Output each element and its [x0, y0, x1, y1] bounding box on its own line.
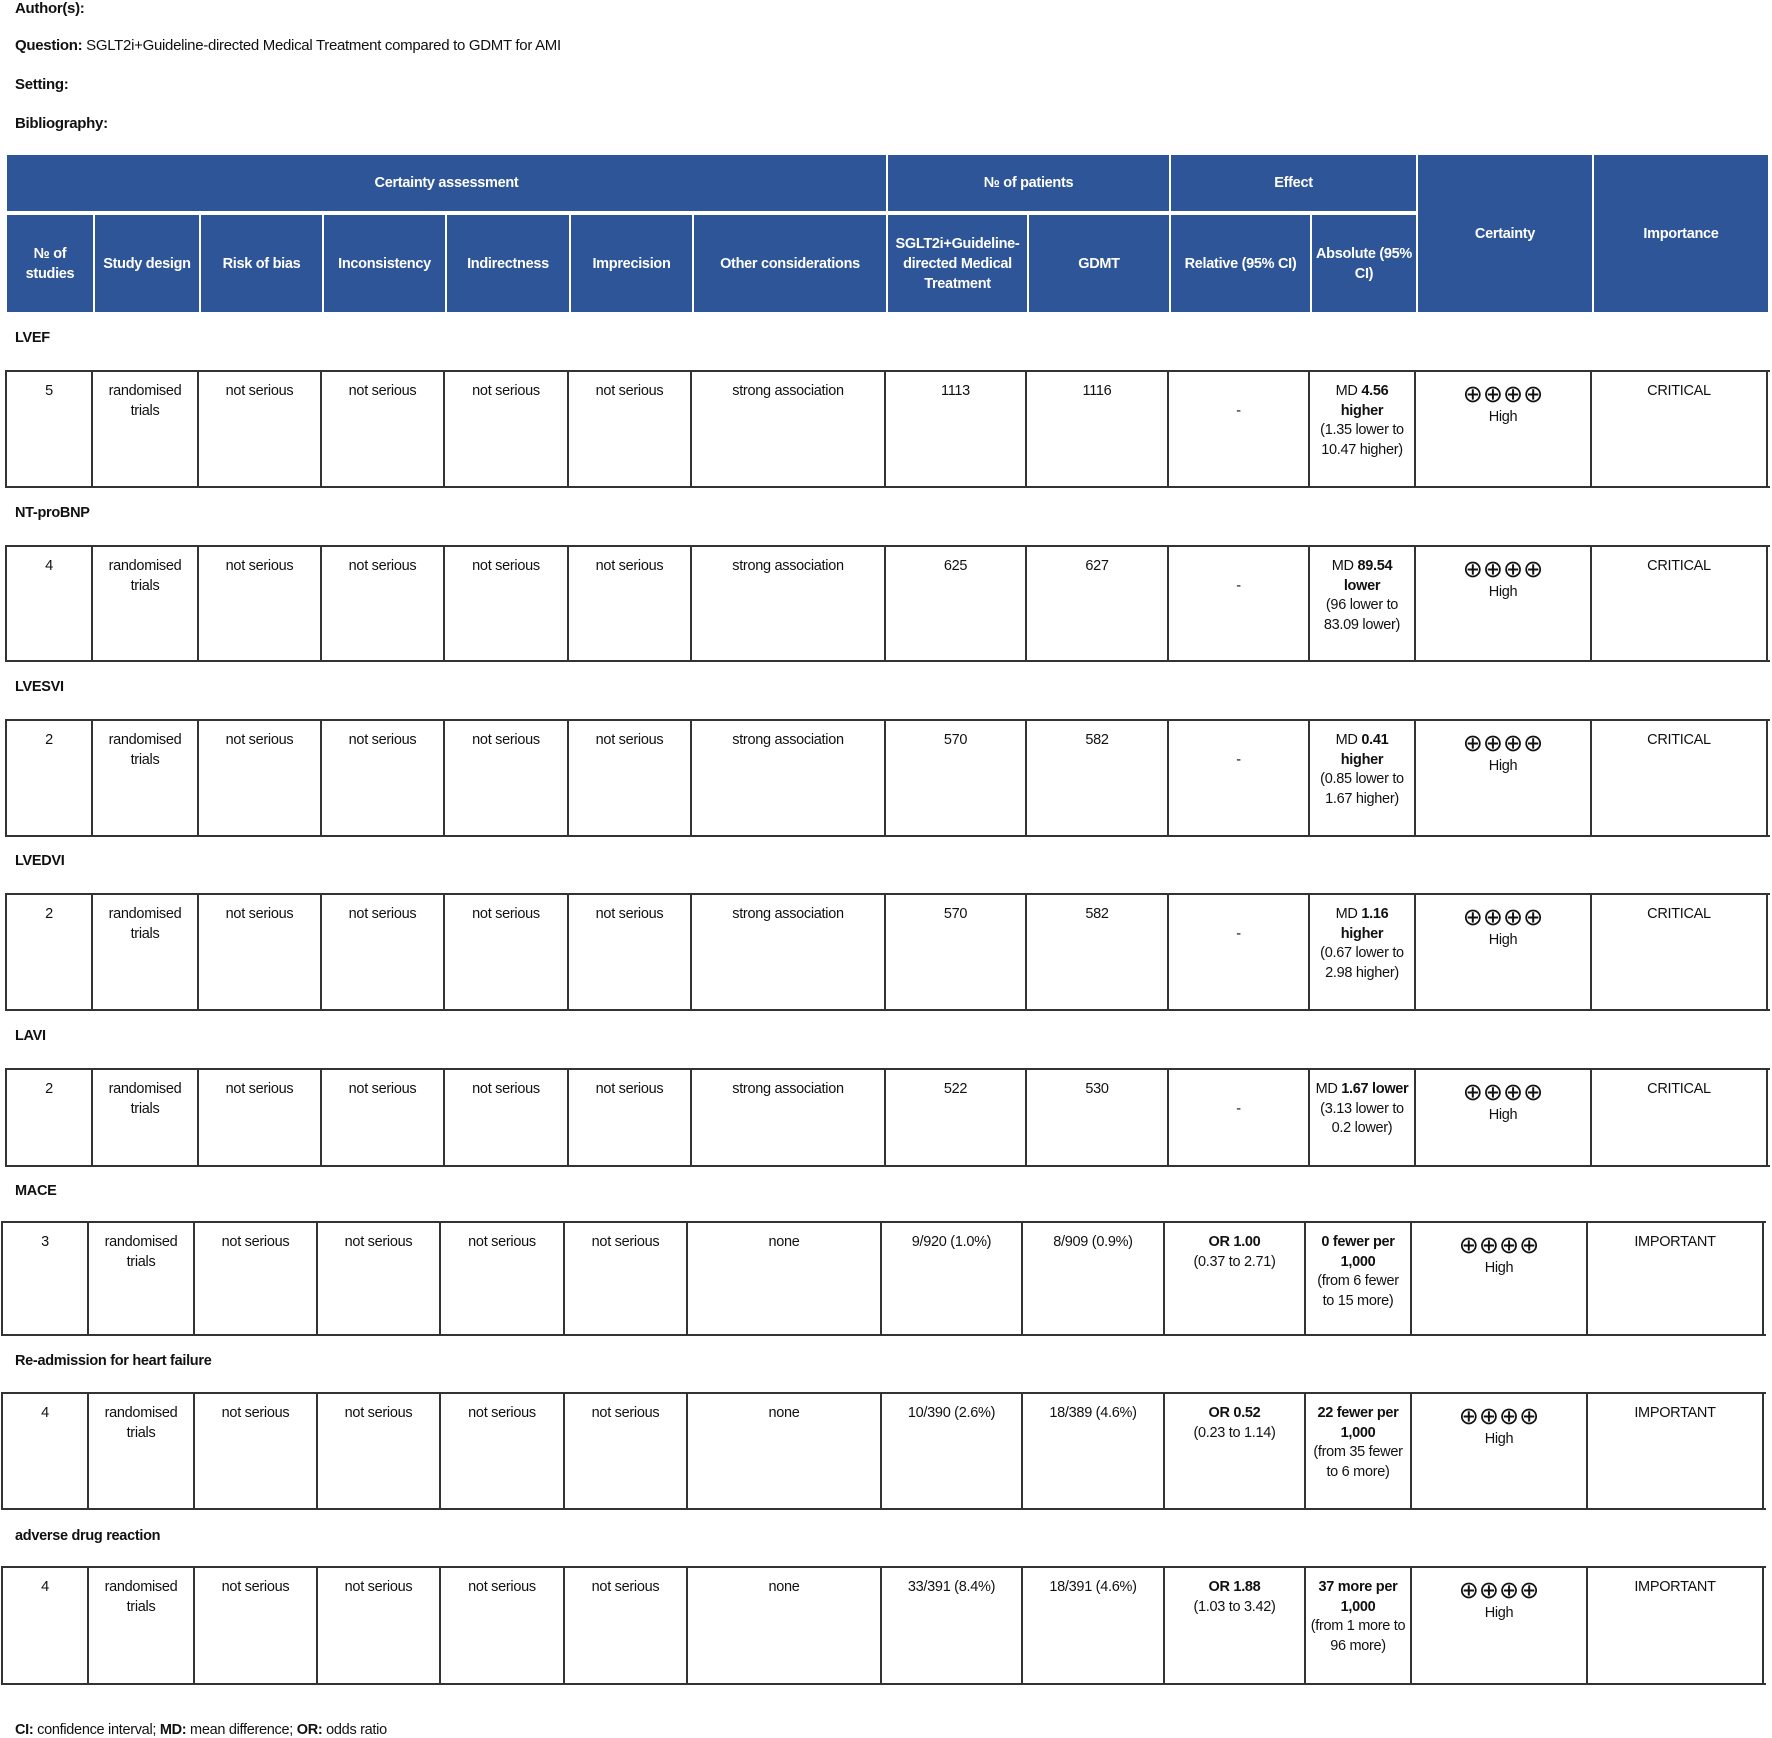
cell-inconsistency: not serious: [318, 1223, 441, 1334]
table-row: [1, 1221, 1766, 1336]
certainty-level: High: [1484, 1260, 1514, 1276]
cell-absolute: [1306, 1568, 1412, 1683]
certainty-level: High: [1484, 1431, 1514, 1447]
cell-intervention: 570: [886, 721, 1027, 835]
cell-absolute: [1310, 547, 1416, 660]
cell-studies: 4: [3, 1568, 89, 1683]
cell-certainty: [1412, 1568, 1588, 1683]
absolute-prefix: MD: [1335, 906, 1362, 922]
cell-inconsistency: not serious: [322, 721, 445, 835]
cell-absolute: [1310, 895, 1416, 1009]
absolute-estimate: 4.56 higher: [1340, 383, 1389, 419]
cell-intervention: 10/390 (2.6%): [882, 1394, 1023, 1508]
header-column-0: № of studies: [7, 215, 93, 312]
absolute-estimate: 22 fewer per 1,000: [1317, 1405, 1399, 1441]
cell-relative: [1169, 372, 1310, 486]
cell-certainty: [1416, 547, 1592, 660]
certainty-circle-plus-icon: ⊕⊕⊕⊕: [1462, 730, 1544, 757]
cell-indirectness: not serious: [445, 547, 569, 660]
header-column-6: Other considerations: [694, 215, 886, 312]
absolute-ci: (96 lower to 83.09 lower): [1323, 597, 1401, 633]
cell-importance: CRITICAL: [1592, 721, 1768, 835]
cell-inconsistency: not serious: [318, 1394, 441, 1508]
cell-design: randomised trials: [93, 721, 199, 835]
header-column-3: Inconsistency: [324, 215, 445, 312]
certainty-level: High: [1484, 1605, 1514, 1621]
cell-certainty: [1416, 372, 1592, 486]
cell-risk-of-bias: not serious: [195, 1223, 318, 1334]
cell-control: 627: [1027, 547, 1169, 660]
relative-ci: -: [1236, 1100, 1241, 1117]
certainty-level: High: [1488, 758, 1518, 774]
question-text: SGLT2i+Guideline-directed Medical Treatment compared to GDMT for AMI: [82, 37, 561, 54]
md-text: mean difference;: [186, 1722, 297, 1738]
certainty-circle-plus-icon: ⊕⊕⊕⊕: [1462, 556, 1544, 583]
cell-importance: CRITICAL: [1592, 895, 1768, 1009]
cell-inconsistency: not serious: [322, 547, 445, 660]
header-group-effect: Effect: [1171, 155, 1416, 211]
cell-risk-of-bias: not serious: [199, 721, 322, 835]
cell-risk-of-bias: not serious: [199, 372, 322, 486]
cell-relative: [1165, 1223, 1306, 1334]
absolute-prefix: MD: [1331, 558, 1358, 574]
cell-design: randomised trials: [89, 1568, 195, 1683]
table-row: [5, 719, 1770, 837]
cell-imprecision: not serious: [569, 547, 692, 660]
relative-ci: (0.23 to 1.14): [1193, 1424, 1276, 1441]
cell-studies: 2: [7, 1070, 93, 1165]
authors-line: [15, 0, 84, 17]
cell-other: strong association: [692, 372, 886, 486]
cell-control: 582: [1027, 721, 1169, 835]
ci-label: CI:: [15, 1722, 34, 1738]
absolute-estimate: 1.67 lower: [1341, 1081, 1409, 1097]
cell-control: 8/909 (0.9%): [1023, 1223, 1165, 1334]
cell-absolute: [1310, 1070, 1416, 1165]
cell-design: randomised trials: [89, 1223, 195, 1334]
cell-intervention: 570: [886, 895, 1027, 1009]
cell-indirectness: not serious: [445, 895, 569, 1009]
absolute-ci: (from 6 fewer to 15 more): [1317, 1273, 1399, 1309]
cell-other: strong association: [692, 895, 886, 1009]
cell-certainty: [1416, 1070, 1592, 1165]
bibliography-line: [15, 115, 108, 132]
absolute-estimate: 0 fewer per 1,000: [1321, 1234, 1395, 1270]
cell-imprecision: not serious: [569, 895, 692, 1009]
absolute-estimate: 0.41 higher: [1340, 732, 1389, 768]
cell-indirectness: not serious: [441, 1394, 565, 1508]
cell-importance: IMPORTANT: [1588, 1394, 1764, 1508]
cell-indirectness: not serious: [445, 1070, 569, 1165]
md-label: MD:: [159, 1722, 187, 1738]
certainty-circle-plus-icon: ⊕⊕⊕⊕: [1458, 1577, 1540, 1604]
header-column-7: SGLT2i+Guideline-directed Medical Treatment: [888, 215, 1027, 312]
cell-relative: [1169, 547, 1310, 660]
cell-certainty: [1416, 895, 1592, 1009]
relative-ci: -: [1236, 925, 1241, 942]
cell-relative: [1169, 895, 1310, 1009]
header-group-certainty-assessment: Certainty assessment: [7, 155, 886, 211]
cell-risk-of-bias: not serious: [199, 895, 322, 1009]
cell-control: 1116: [1027, 372, 1169, 486]
cell-intervention: 9/920 (1.0%): [882, 1223, 1023, 1334]
absolute-estimate: 89.54 lower: [1343, 558, 1393, 594]
header-column-10: Absolute (95% CI): [1312, 215, 1416, 312]
cell-risk-of-bias: not serious: [195, 1394, 318, 1508]
cell-importance: IMPORTANT: [1588, 1568, 1764, 1683]
cell-absolute: [1310, 372, 1416, 486]
certainty-level: High: [1488, 409, 1518, 425]
certainty-circle-plus-icon: ⊕⊕⊕⊕: [1462, 1079, 1544, 1106]
relative-ci: -: [1236, 402, 1241, 419]
cell-intervention: 522: [886, 1070, 1027, 1165]
cell-other: none: [688, 1394, 882, 1508]
cell-control: 18/391 (4.6%): [1023, 1568, 1165, 1683]
cell-inconsistency: not serious: [322, 1070, 445, 1165]
setting-label: Setting:: [15, 76, 69, 93]
question-line: [15, 37, 561, 54]
certainty-circle-plus-icon: ⊕⊕⊕⊕: [1462, 904, 1544, 931]
setting-line: [15, 76, 68, 93]
absolute-ci: (from 35 fewer to 6 more): [1313, 1444, 1403, 1480]
cell-absolute: [1306, 1394, 1412, 1508]
outcome-label: Re-admission for heart failure: [15, 1353, 212, 1369]
cell-other: strong association: [692, 1070, 886, 1165]
certainty-level: High: [1488, 584, 1518, 600]
cell-control: 582: [1027, 895, 1169, 1009]
relative-ci: -: [1236, 577, 1241, 594]
cell-certainty: [1416, 721, 1592, 835]
header-column-2: Risk of bias: [201, 215, 322, 312]
cell-imprecision: not serious: [569, 372, 692, 486]
cell-intervention: 625: [886, 547, 1027, 660]
cell-absolute: [1310, 721, 1416, 835]
cell-imprecision: not serious: [565, 1568, 688, 1683]
cell-intervention: 1113: [886, 372, 1027, 486]
absolute-estimate: 1.16 higher: [1340, 906, 1389, 942]
cell-imprecision: not serious: [565, 1223, 688, 1334]
cell-indirectness: not serious: [441, 1223, 565, 1334]
cell-indirectness: not serious: [445, 372, 569, 486]
cell-other: strong association: [692, 721, 886, 835]
relative-ci: (1.03 to 3.42): [1193, 1598, 1276, 1615]
cell-intervention: 33/391 (8.4%): [882, 1568, 1023, 1683]
or-text: odds ratio: [322, 1722, 387, 1738]
footnote: [15, 1722, 387, 1738]
cell-control: 18/389 (4.6%): [1023, 1394, 1165, 1508]
relative-ci: (0.37 to 2.71): [1193, 1253, 1276, 1270]
relative-ci: -: [1236, 751, 1241, 768]
table-row: [1, 1392, 1766, 1510]
outcome-label: LVEF: [15, 330, 50, 346]
cell-importance: CRITICAL: [1592, 547, 1768, 660]
absolute-ci: (from 1 more to 96 more): [1310, 1618, 1406, 1654]
cell-studies: 3: [3, 1223, 89, 1334]
header-column-4: Indirectness: [447, 215, 569, 312]
absolute-estimate: 37 more per 1,000: [1318, 1579, 1398, 1615]
outcome-label: LAVI: [15, 1028, 46, 1044]
absolute-ci: (0.85 lower to 1.67 higher): [1320, 771, 1404, 807]
cell-studies: 4: [7, 547, 93, 660]
certainty-circle-plus-icon: ⊕⊕⊕⊕: [1458, 1403, 1540, 1430]
cell-design: randomised trials: [89, 1394, 195, 1508]
outcome-label: adverse drug reaction: [15, 1528, 161, 1544]
cell-studies: 2: [7, 721, 93, 835]
absolute-ci: (1.35 lower to 10.47 higher): [1320, 422, 1404, 458]
header-column-5: Imprecision: [571, 215, 692, 312]
cell-studies: 5: [7, 372, 93, 486]
cell-imprecision: not serious: [565, 1394, 688, 1508]
or-label: OR:: [296, 1722, 323, 1738]
header-column-9: Relative (95% CI): [1171, 215, 1310, 312]
cell-importance: IMPORTANT: [1588, 1223, 1764, 1334]
question-label: Question:: [15, 37, 83, 54]
absolute-ci: (3.13 lower to 0.2 lower): [1320, 1100, 1404, 1136]
cell-relative: [1165, 1568, 1306, 1683]
header-importance: Importance: [1594, 155, 1768, 312]
table-row: [5, 545, 1770, 662]
cell-inconsistency: not serious: [322, 895, 445, 1009]
outcome-label: NT-proBNP: [15, 505, 90, 521]
cell-risk-of-bias: not serious: [195, 1568, 318, 1683]
cell-design: randomised trials: [93, 1070, 199, 1165]
outcome-label: LVEDVI: [15, 853, 65, 869]
cell-relative: [1165, 1394, 1306, 1508]
table-row: [5, 370, 1770, 488]
cell-other: strong association: [692, 547, 886, 660]
header-column-8: GDMT: [1029, 215, 1169, 312]
relative-estimate: OR 1.00: [1208, 1234, 1261, 1250]
header-group-patients: № of patients: [888, 155, 1169, 211]
table-row: [5, 893, 1770, 1011]
cell-studies: 2: [7, 895, 93, 1009]
cell-imprecision: not serious: [569, 721, 692, 835]
absolute-ci: (0.67 lower to 2.98 higher): [1320, 945, 1404, 981]
authors-label: Author(s):: [15, 0, 85, 17]
bibliography-label: Bibliography:: [15, 115, 108, 132]
cell-design: randomised trials: [93, 895, 199, 1009]
cell-indirectness: not serious: [441, 1568, 565, 1683]
certainty-level: High: [1488, 932, 1518, 948]
relative-estimate: OR 1.88: [1208, 1579, 1261, 1595]
header-column-1: Study design: [95, 215, 199, 312]
cell-inconsistency: not serious: [318, 1568, 441, 1683]
cell-importance: CRITICAL: [1592, 1070, 1768, 1165]
cell-imprecision: not serious: [569, 1070, 692, 1165]
cell-design: randomised trials: [93, 372, 199, 486]
absolute-prefix: MD: [1335, 732, 1362, 748]
table-row: [1, 1566, 1766, 1685]
cell-design: randomised trials: [93, 547, 199, 660]
ci-text: confidence interval;: [33, 1722, 160, 1738]
cell-risk-of-bias: not serious: [199, 547, 322, 660]
absolute-prefix: MD: [1335, 383, 1362, 399]
certainty-circle-plus-icon: ⊕⊕⊕⊕: [1458, 1232, 1540, 1259]
cell-control: 530: [1027, 1070, 1169, 1165]
cell-importance: CRITICAL: [1592, 372, 1768, 486]
cell-other: none: [688, 1223, 882, 1334]
outcome-label: LVESVI: [15, 679, 64, 695]
relative-estimate: OR 0.52: [1208, 1405, 1261, 1421]
cell-relative: [1169, 721, 1310, 835]
header-certainty: Certainty: [1418, 155, 1592, 312]
cell-relative: [1169, 1070, 1310, 1165]
table-row: [5, 1068, 1770, 1167]
cell-other: none: [688, 1568, 882, 1683]
certainty-level: High: [1488, 1107, 1518, 1123]
absolute-prefix: MD: [1315, 1081, 1342, 1097]
cell-risk-of-bias: not serious: [199, 1070, 322, 1165]
cell-certainty: [1412, 1223, 1588, 1334]
cell-indirectness: not serious: [445, 721, 569, 835]
certainty-circle-plus-icon: ⊕⊕⊕⊕: [1462, 381, 1544, 408]
cell-studies: 4: [3, 1394, 89, 1508]
cell-absolute: [1306, 1223, 1412, 1334]
outcome-label: MACE: [15, 1183, 57, 1199]
cell-inconsistency: not serious: [322, 372, 445, 486]
cell-certainty: [1412, 1394, 1588, 1508]
